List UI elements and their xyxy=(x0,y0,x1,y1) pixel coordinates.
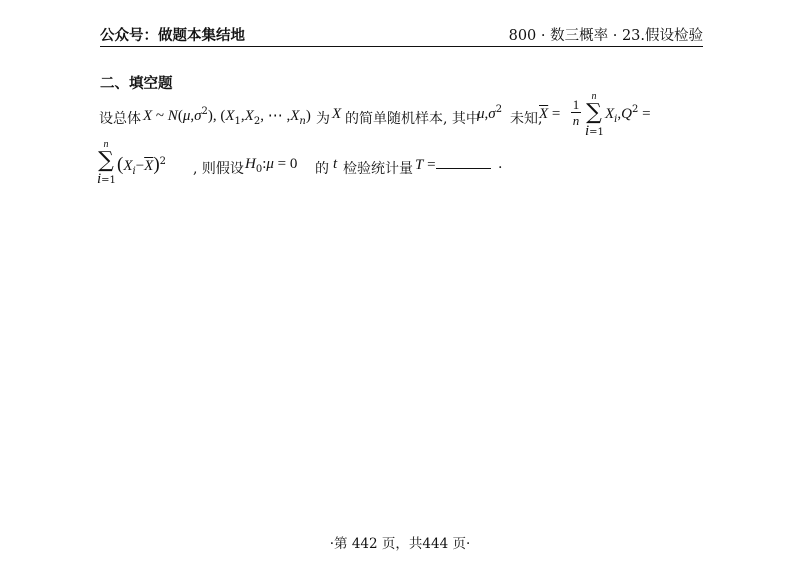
answer-blank xyxy=(436,156,491,169)
problem-text-wei: 为 xyxy=(316,111,330,127)
formula-distribution: X ~ $N(\mu,\sigma^2)$, ($X_1,X_2$, ⋯ $,X_n$) xyxy=(143,106,311,127)
problem-unknown-text: 未知, xyxy=(510,111,543,127)
problem-line-1 xyxy=(99,91,709,140)
formula-x: X xyxy=(332,106,342,122)
sum-symbol-2: n ∑ i=1 xyxy=(97,139,116,187)
page-number-label: ·第 442 页，共444 页· xyxy=(329,536,471,552)
page-header xyxy=(100,20,703,47)
problem-sample-text: 的简单随机样本, 其中 xyxy=(345,111,480,127)
page-footer xyxy=(0,532,800,552)
formula-t: t xyxy=(333,156,338,172)
formula-unknowns: $\mu,\sigma^2$ xyxy=(477,104,503,122)
problem-intro-text: 设总体 xyxy=(99,111,141,127)
section-title: 二、填空题 xyxy=(100,75,173,92)
formula-q-squared: $X_i,Q^2$ = xyxy=(605,104,651,125)
problem-hypothesis-text: , 则假设 xyxy=(193,161,244,177)
formula-sum-squares: $(X_i-\overline{X})^2$ xyxy=(117,154,167,177)
problem-statistic-text: 检验统计量 xyxy=(343,161,413,177)
sum-symbol: n ∑ i=1 xyxy=(585,91,604,139)
formula-h0: $H_0:\mu = 0$ xyxy=(245,156,298,175)
formula-t-equals: T = xyxy=(415,156,491,174)
problem-line-2 xyxy=(97,139,707,190)
formula-fraction: 1 n xyxy=(572,97,580,128)
problem-period: . xyxy=(498,156,503,172)
header-left-text: 公众号：做题本集结地 xyxy=(100,27,245,44)
formula-xbar: $\overline{X}$ = xyxy=(539,106,561,122)
problem-text-de: 的 xyxy=(315,161,329,177)
header-right-text: 800 · 数三概率 · 23.假设检验 xyxy=(508,28,703,44)
